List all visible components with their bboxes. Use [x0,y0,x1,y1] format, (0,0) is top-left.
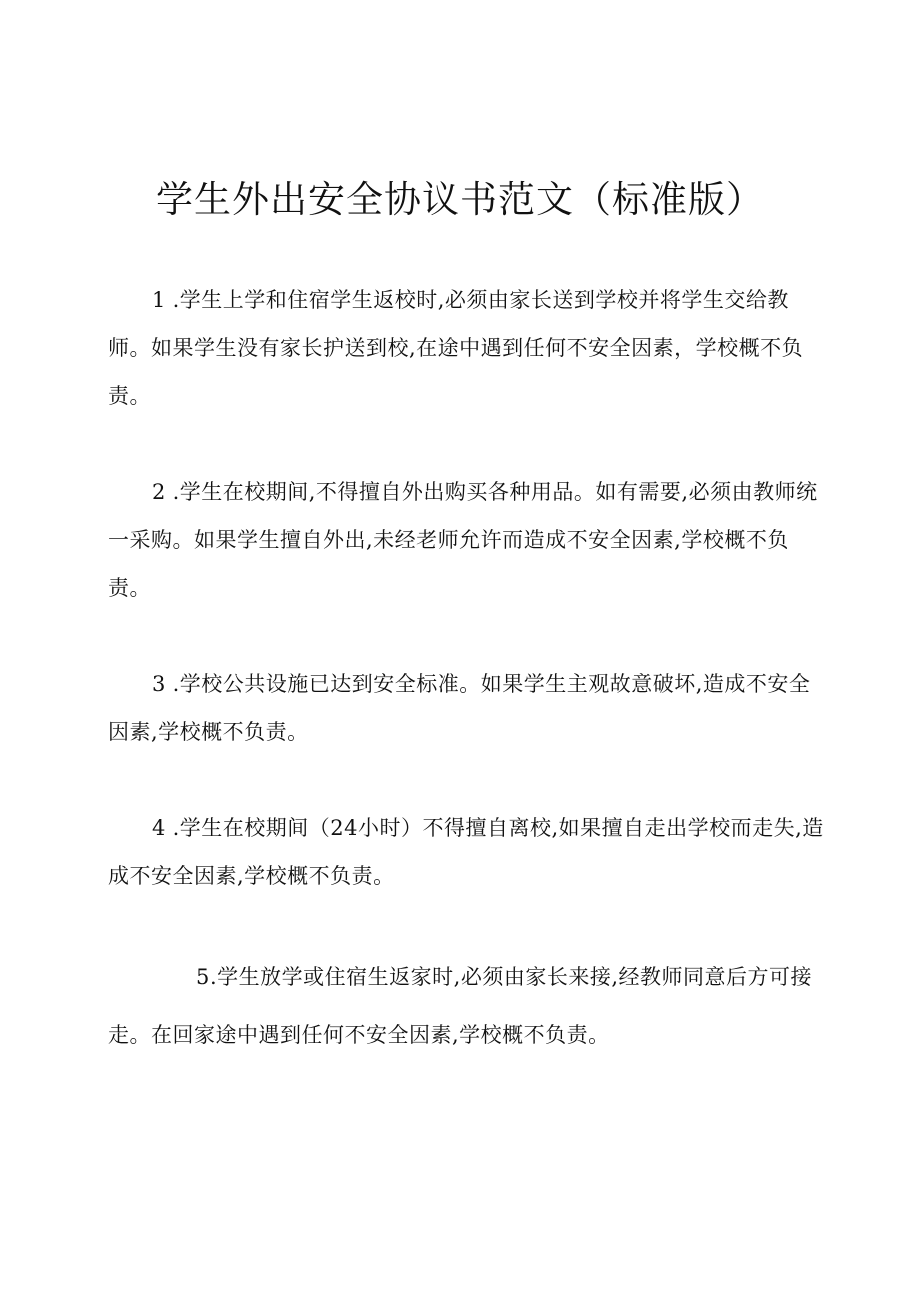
clause-text: .学校公共设施已达到安全标准。如果学生主观故意破坏,造成不安全因素,学校概不负责。 [108,672,811,744]
document-title: 学生外出安全协议书范文（标准版） [156,178,764,221]
clause-number: 2 [152,480,166,504]
clause-number: 4 [152,816,166,840]
clause-number: 1 [152,288,166,312]
clause-4 [108,804,824,900]
clause-1 [108,276,824,420]
clause-3 [108,660,824,756]
clause-text: .学生在校期间（24小时）不得擅自离校,如果擅自走出学校而走失,造成不安全因素,学校概不负责。 [108,816,824,888]
clause-2 [108,468,824,612]
clause-5 [108,948,824,1064]
clause-text: .学生放学或住宿生返家时,必须由家长来接,经教师同意后方可接走。在回家途中遇到任何不安全因素,学校概不负责。 [108,965,813,1047]
clause-text: .学生在校期间,不得擅自外出购买各种用品。如有需要,必须由教师统一采购。如果学生擅自外出,未经老师允许而造成不安全因素,学校概不负责。 [108,480,818,600]
clause-number: 3 [152,672,166,696]
clause-text: .学生上学和住宿学生返校时,必须由家长送到学校并将学生交给教师。如果学生没有家长护送到校,在途中遇到任何不安全因素，学校概不负责。 [108,288,804,408]
clause-number: 5 [196,965,210,989]
